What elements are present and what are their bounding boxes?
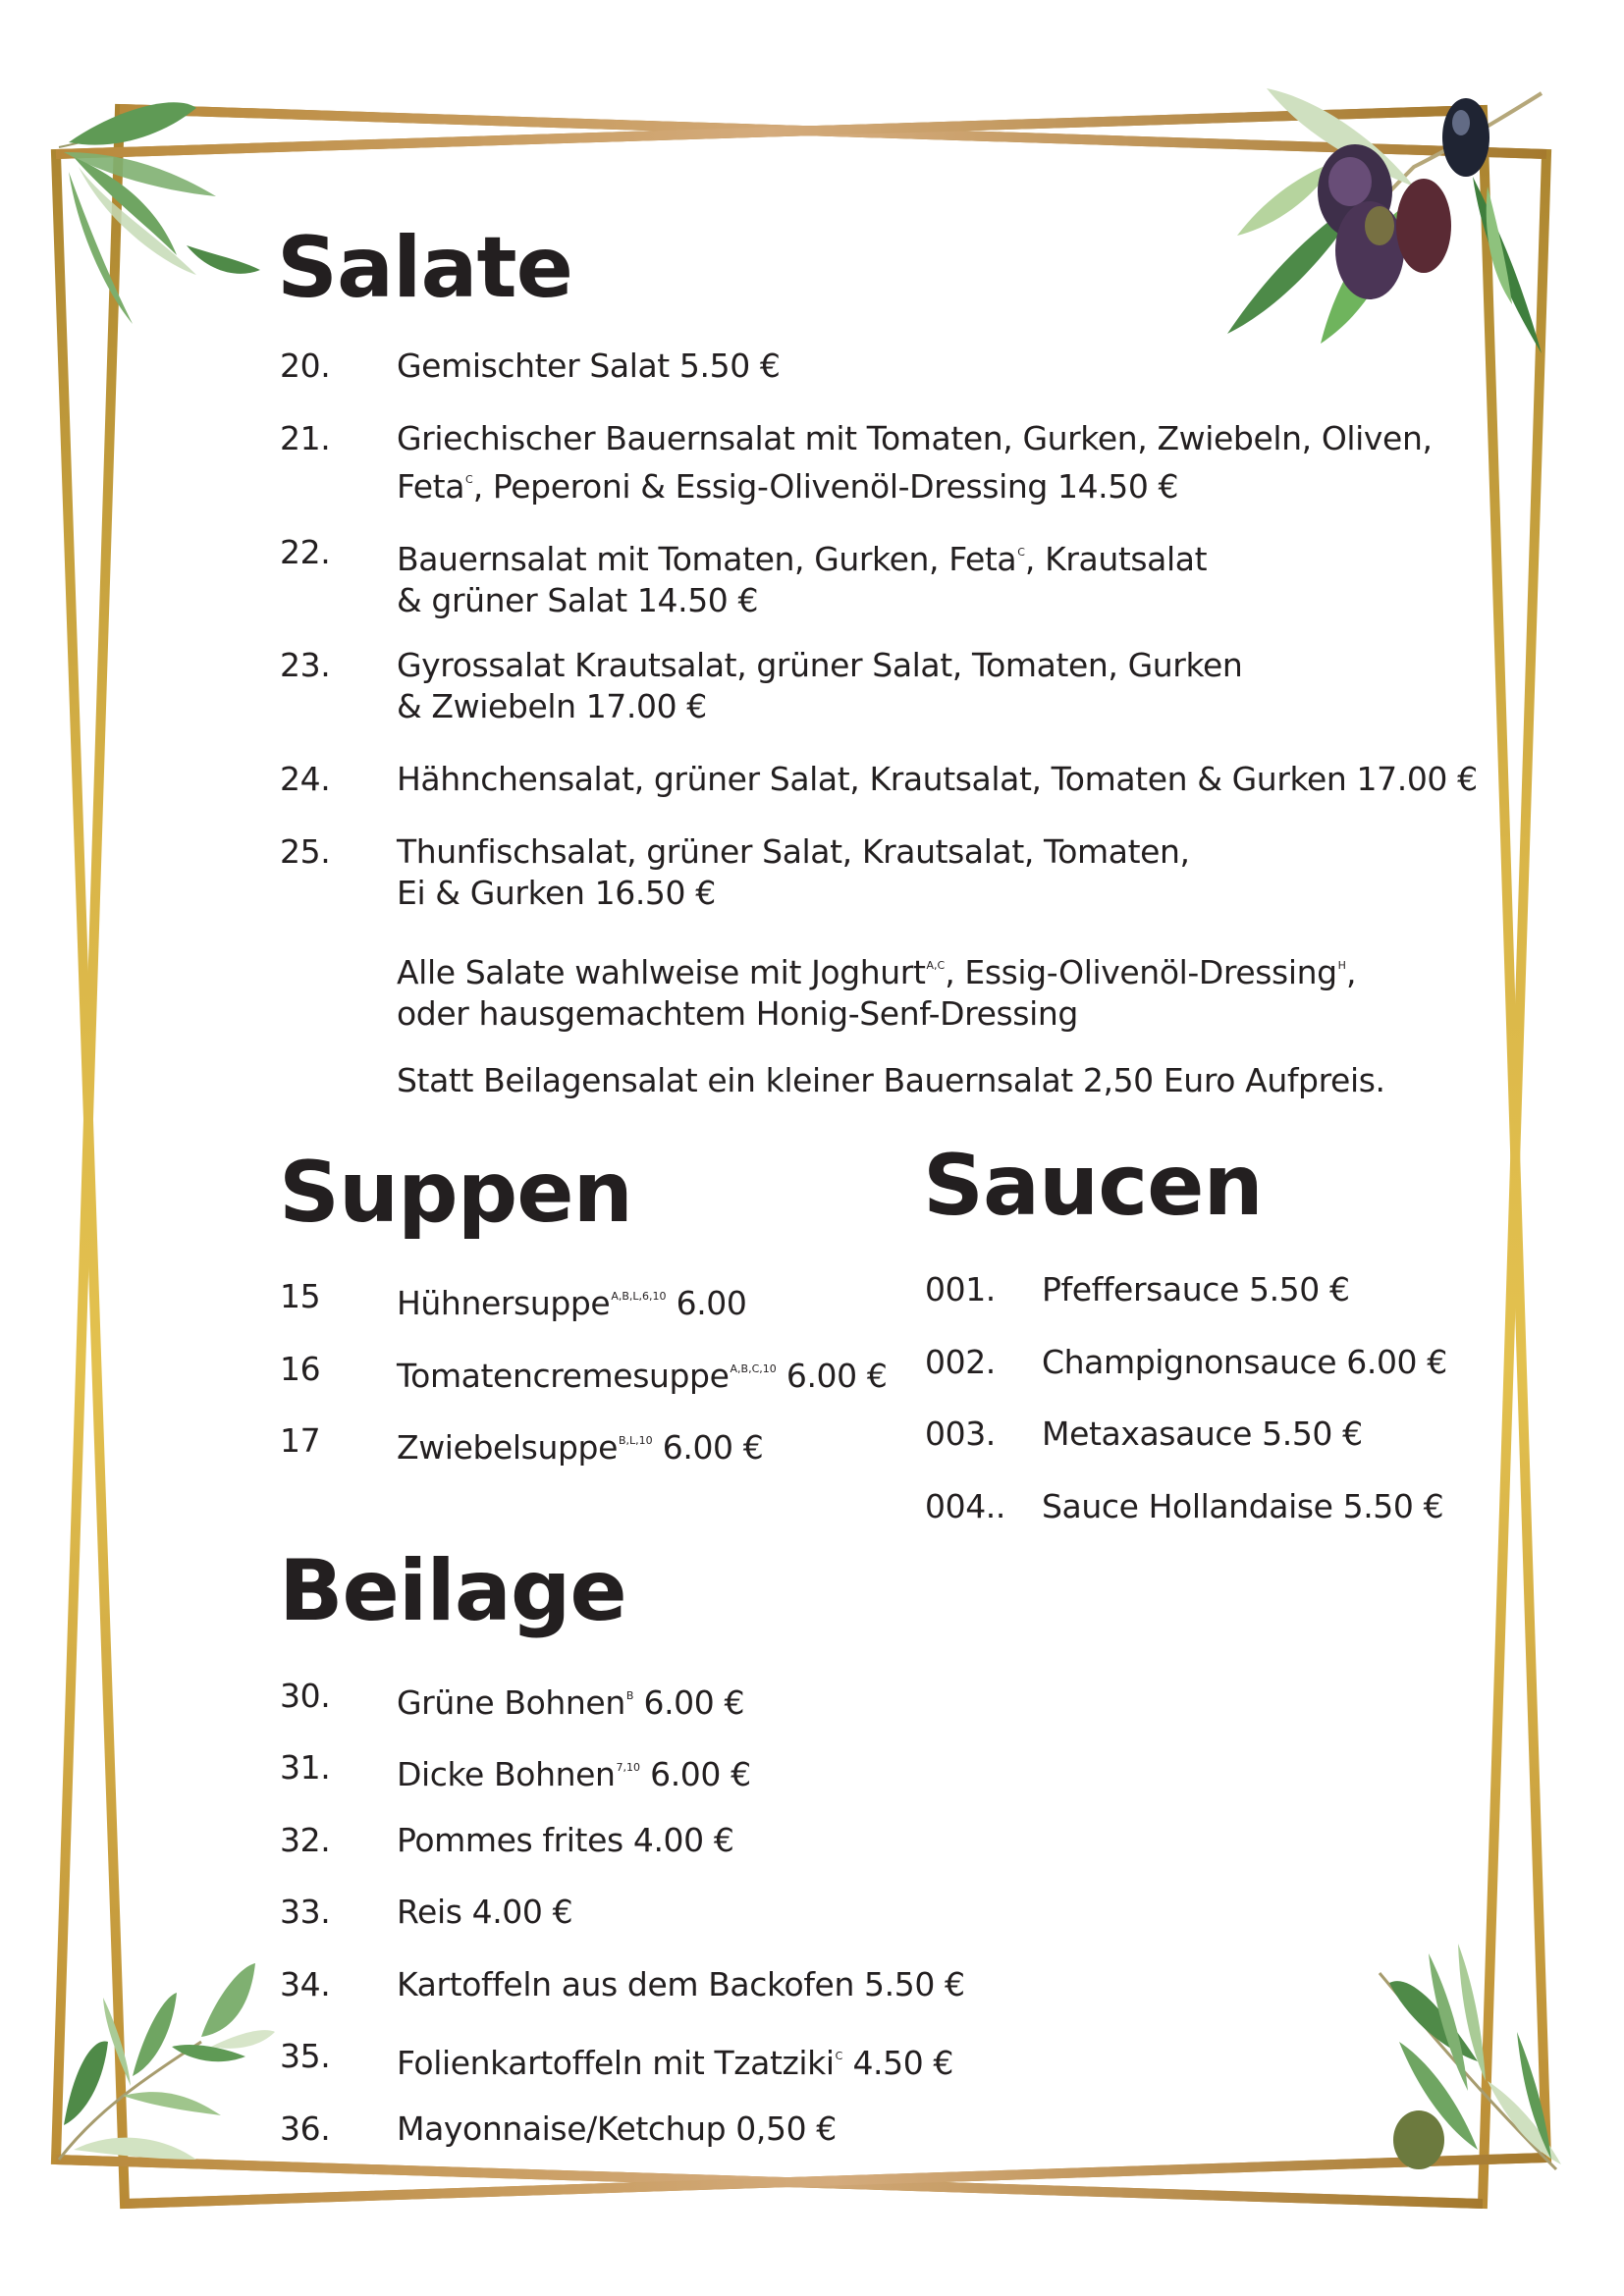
item-text: Pommes frites 4.00 €	[397, 1821, 734, 1859]
item-price: 6.00 €	[776, 1357, 888, 1395]
item-number: 30.	[280, 1677, 331, 1715]
item-number: 22.	[280, 533, 331, 571]
item-number: 002.	[925, 1343, 996, 1381]
item-text: , Peperoni & Essig-Olivenöl-Dressing 14.50 €	[472, 467, 1179, 506]
item-text: Gemischter Salat 5.50 €	[397, 347, 781, 385]
section-heading-beilage: Beilage	[279, 1542, 626, 1640]
allergen-marker: C	[835, 2050, 843, 2062]
item-price: 6.00 €	[640, 1755, 751, 1793]
item-text: Reis 4.00 €	[397, 1893, 573, 1931]
item-number: 24.	[280, 760, 331, 798]
item-price: 6.00	[666, 1284, 747, 1322]
item-number: 21.	[280, 419, 331, 457]
item-number: 003.	[925, 1415, 996, 1453]
item-text-line2: & Zwiebeln 17.00 €	[397, 687, 707, 725]
item-text: Sauce Hollandaise 5.50 €	[1042, 1487, 1444, 1525]
item-number: 36.	[280, 2109, 331, 2148]
item-text-line2: & grüner Salat 14.50 €	[397, 581, 759, 619]
allergen-marker: B	[625, 1689, 634, 1702]
item-number: 17	[280, 1421, 321, 1460]
section-heading-suppen: Suppen	[279, 1144, 632, 1242]
item-text: Bauernsalat mit Tomaten, Gurken, Feta	[397, 540, 1017, 578]
item-text: Feta	[397, 467, 465, 506]
item-number: 004..	[925, 1487, 1005, 1525]
item-text: Tomatencremesuppe	[397, 1357, 730, 1395]
item-text-line1: Thunfischsalat, grüner Salat, Krautsalat, Tomaten,	[397, 832, 1190, 871]
allergen-marker: C	[1017, 546, 1025, 559]
allergen-marker: A,C	[926, 959, 946, 972]
section-heading-saucen: Saucen	[923, 1137, 1263, 1235]
upgrade-note: Statt Beilagensalat ein kleiner Bauernsalat 2,50 Euro Aufpreis.	[397, 1061, 1385, 1099]
item-text: Kartoffeln aus dem Backofen 5.50 €	[397, 1965, 965, 2003]
item-text: Champignonsauce 6.00 €	[1042, 1343, 1447, 1381]
item-text: , Krautsalat	[1024, 540, 1208, 578]
item-text: Pfeffersauce 5.50 €	[1042, 1270, 1350, 1308]
item-number: 25.	[280, 832, 331, 871]
dressing-note: Alle Salate wahlweise mit Joghurt$^{A,C}$, Essig-Olivenöl-Dressing$^H$, oder hausgemachtem Honig-Senf-Dressing	[397, 953, 1357, 1033]
item-number: 20.	[280, 347, 331, 385]
item-price: 6.00 €	[652, 1428, 764, 1467]
item-number: 16	[280, 1350, 321, 1388]
item-number: 23.	[280, 646, 331, 684]
item-text: Hühnersuppe	[397, 1284, 611, 1322]
item-text: Mayonnaise/Ketchup 0,50 €	[397, 2109, 837, 2148]
item-price: 4.50 €	[842, 2044, 954, 2082]
item-price: 6.00 €	[633, 1683, 745, 1722]
item-number: 35.	[280, 2037, 331, 2075]
item-number: 33.	[280, 1893, 331, 1931]
item-text-line1: Gyrossalat Krautsalat, grüner Salat, Tomaten, Gurken	[397, 646, 1243, 684]
item-text-line2: Ei & Gurken 16.50 €	[397, 874, 716, 912]
item-number: 32.	[280, 1821, 331, 1859]
item-text-line1: Griechischer Bauernsalat mit Tomaten, Gurken, Zwiebeln, Oliven,	[397, 419, 1433, 457]
allergen-marker: A,B,C,10	[730, 1362, 777, 1375]
item-text: Dicke Bohnen	[397, 1755, 616, 1793]
allergen-marker: A,B,L,6,10	[611, 1290, 667, 1303]
item-number: 31.	[280, 1748, 331, 1787]
section-heading-salate: Salate	[277, 219, 572, 317]
item-text: Metaxasauce 5.50 €	[1042, 1415, 1363, 1453]
item-text: Grüne Bohnen	[397, 1683, 625, 1722]
allergen-marker: B,L,10	[619, 1434, 653, 1447]
allergen-marker: C	[465, 473, 473, 486]
allergen-marker: H	[1337, 959, 1346, 972]
allergen-marker: 7,10	[616, 1761, 641, 1774]
item-text: Zwiebelsuppe	[397, 1428, 618, 1467]
item-text: Folienkartoffeln mit Tzatziki	[397, 2044, 835, 2082]
item-text: Hähnchensalat, grüner Salat, Krautsalat, Tomaten & Gurken 17.00 €	[397, 760, 1478, 798]
item-number: 34.	[280, 1965, 331, 2003]
item-number: 001.	[925, 1270, 996, 1308]
item-number: 15	[280, 1277, 321, 1315]
